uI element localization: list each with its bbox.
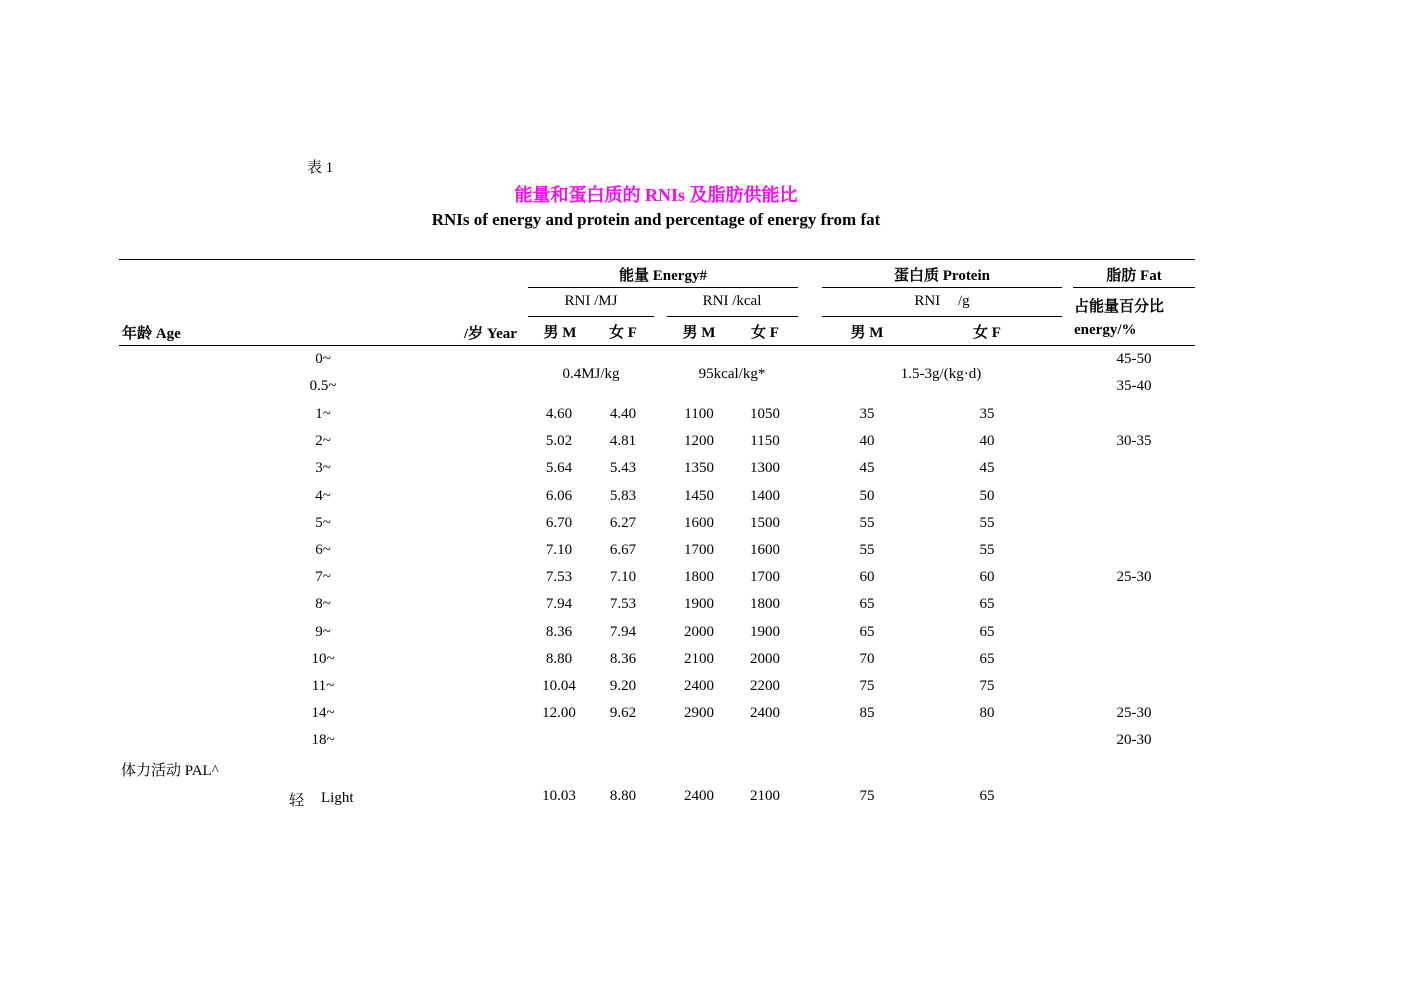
energy-kcal-male-header: 男 M	[682, 325, 716, 341]
energy-mj-female-cell: 9.20	[609, 678, 637, 694]
infant-fat-0: 45-50	[1116, 351, 1152, 367]
energy-kcal-male-cell: 2900	[684, 705, 714, 722]
age-cell: 7~	[315, 569, 331, 586]
energy-kcal-male-cell: 2400	[684, 678, 714, 694]
energy-kcal-female-cell: 1800	[750, 596, 780, 613]
energy-mj-male-cell: 7.10	[545, 542, 573, 558]
energy-mj-female-cell: 6.67	[609, 542, 637, 558]
age-cell: 6~	[315, 542, 331, 558]
age-cell: 3~	[315, 460, 331, 477]
energy-mj-female-cell: 5.83	[609, 487, 637, 504]
age-cell: 10~	[311, 650, 335, 667]
energy-mj-male-cell: 7.53	[545, 569, 573, 586]
energy-mj-male-cell: 10.04	[542, 678, 576, 694]
infant-energy-mj: 0.4MJ/kg	[562, 366, 620, 382]
protein-group-rule	[822, 287, 1062, 288]
rni-g-rule	[822, 316, 1062, 317]
protein-female-cell: 75	[979, 678, 995, 694]
age-cell: 2~	[315, 433, 331, 450]
energy-kcal-female-cell: 1500	[750, 514, 780, 531]
age-cell: 5~	[315, 514, 331, 531]
energy-mj-female-cell: 7.94	[609, 623, 637, 640]
energy-kcal-male-cell: 1600	[684, 514, 714, 531]
age-cell: 9~	[315, 623, 331, 640]
infant-fat-0.5: 35-40	[1116, 378, 1152, 394]
energy-kcal-female-cell: 1300	[750, 460, 780, 477]
energy-kcal-male-cell: 1900	[684, 596, 714, 613]
energy-kcal-female-cell: 2200	[750, 678, 780, 694]
protein-female-cell: 65	[979, 650, 995, 667]
protein-male-cell: 55	[859, 514, 875, 531]
energy-kcal-female-cell: 1700	[750, 569, 780, 586]
energy-kcal-female-cell: 1900	[750, 623, 780, 640]
fat-percent-cell: 30-35	[1116, 433, 1152, 450]
energy-kcal-female-cell: 2000	[750, 650, 780, 667]
rni-mj-header: RNI /MJ	[564, 293, 618, 309]
energy-mj-male-cell: 12.00	[542, 705, 576, 722]
pal-section-label: 体力活动 PAL^	[121, 763, 219, 779]
age-cell: 14~	[311, 705, 335, 722]
energy-mj-female-cell: 7.53	[609, 596, 637, 613]
protein-female-cell: 65	[979, 596, 995, 613]
energy-kcal-male-cell: 1350	[684, 460, 714, 477]
light-energy-mj-male: 10.03	[542, 788, 576, 804]
fat-group-rule	[1073, 287, 1195, 288]
age-cell: 1~	[315, 406, 331, 422]
table-title-chinese: 能量和蛋白质的 RNIs 及脂肪供能比	[514, 185, 798, 205]
infant-energy-kcal: 95kcal/kg*	[698, 366, 766, 382]
protein-female-cell: 35	[979, 406, 995, 422]
energy-kcal-female-cell: 2400	[750, 705, 780, 722]
light-energy-kcal-male: 2400	[684, 788, 714, 804]
protein-male-cell: 50	[859, 487, 875, 504]
protein-group-header: 蛋白质 Protein	[894, 268, 990, 284]
light-protein-female: 65	[979, 788, 995, 804]
protein-female-cell: 55	[979, 514, 995, 531]
fat-percent-cell: 25-30	[1116, 569, 1152, 586]
energy-kcal-male-cell: 2000	[684, 623, 714, 640]
infant-age-0: 0~	[315, 351, 331, 367]
energy-mj-male-cell: 8.80	[545, 650, 573, 667]
rni-kcal-header: RNI /kcal	[702, 293, 762, 309]
age-cell: 8~	[315, 596, 331, 613]
protein-male-cell: 65	[859, 623, 875, 640]
light-label-cn: 轻	[289, 793, 305, 809]
age-column-header: 年龄 Age	[122, 326, 181, 342]
fat-subheader-percent: 占能量百分比	[1074, 299, 1165, 315]
energy-kcal-female-cell: 1150	[750, 433, 780, 450]
protein-male-cell: 85	[859, 705, 875, 722]
energy-mj-male-cell: 4.60	[545, 406, 573, 422]
energy-mj-female-cell: 8.36	[609, 650, 637, 667]
table-number-label: 表 1	[307, 160, 334, 176]
fat-percent-cell: 20-30	[1116, 732, 1152, 749]
protein-male-header: 男 M	[850, 325, 884, 341]
energy-mj-male-cell: 8.36	[545, 623, 573, 640]
protein-female-cell: 45	[979, 460, 995, 477]
infant-age-0.5: 0.5~	[309, 378, 337, 394]
rni-mj-rule	[528, 316, 654, 317]
energy-kcal-male-cell: 1800	[684, 569, 714, 586]
energy-kcal-female-cell: 1050	[750, 406, 780, 422]
protein-male-cell: 65	[859, 596, 875, 613]
light-label-en: Light	[321, 790, 354, 806]
energy-mj-male-header: 男 M	[543, 325, 577, 341]
age-cell: 11~	[311, 678, 335, 694]
energy-mj-female-cell: 6.27	[609, 514, 637, 531]
protein-female-cell: 40	[979, 433, 995, 450]
protein-male-cell: 70	[859, 650, 875, 667]
energy-kcal-male-cell: 1200	[684, 433, 714, 450]
protein-female-cell: 80	[979, 705, 995, 722]
table-title-english: RNIs of energy and protein and percentage of energy from fat	[431, 210, 881, 229]
energy-mj-male-cell: 6.70	[545, 514, 573, 531]
protein-female-cell: 55	[979, 542, 995, 558]
fat-subheader-energy: energy/%	[1074, 322, 1137, 338]
fat-group-header: 脂肪 Fat	[1106, 268, 1162, 284]
protein-male-cell: 75	[859, 678, 875, 694]
protein-female-cell: 50	[979, 487, 995, 504]
energy-group-header: 能量 Energy#	[619, 268, 707, 284]
age-cell: 18~	[311, 732, 335, 749]
header-bottom-rule	[119, 345, 1195, 346]
table-top-rule	[119, 259, 1195, 260]
light-protein-male: 75	[859, 788, 875, 804]
protein-male-cell: 35	[859, 406, 875, 422]
age-cell: 4~	[315, 487, 331, 504]
energy-kcal-female-header: 女 F	[751, 325, 779, 341]
energy-mj-male-cell: 6.06	[545, 487, 573, 504]
energy-kcal-male-cell: 1450	[684, 487, 714, 504]
protein-male-cell: 40	[859, 433, 875, 450]
energy-kcal-male-cell: 1700	[684, 542, 714, 558]
fat-percent-cell: 25-30	[1116, 705, 1152, 722]
protein-male-cell: 45	[859, 460, 875, 477]
energy-kcal-female-cell: 1600	[750, 542, 780, 558]
energy-kcal-male-cell: 2100	[684, 650, 714, 667]
protein-female-header: 女 F	[973, 325, 1001, 341]
energy-kcal-male-cell: 1100	[684, 406, 714, 422]
energy-group-rule	[528, 287, 798, 288]
energy-mj-male-cell: 5.02	[545, 433, 573, 450]
protein-male-cell: 60	[859, 569, 875, 586]
energy-mj-female-cell: 4.40	[609, 406, 637, 422]
infant-protein: 1.5-3g/(kg·d)	[900, 366, 982, 382]
energy-mj-male-cell: 7.94	[545, 596, 573, 613]
protein-female-cell: 60	[979, 569, 995, 586]
rni-g-header: RNI /g	[914, 293, 970, 309]
rni-kcal-rule	[667, 316, 798, 317]
energy-mj-female-cell: 9.62	[609, 705, 637, 722]
energy-mj-female-cell: 5.43	[609, 460, 637, 477]
energy-mj-female-cell: 4.81	[609, 433, 637, 450]
energy-mj-male-cell: 5.64	[545, 460, 573, 477]
protein-male-cell: 55	[859, 542, 875, 558]
year-column-header: /岁 Year	[464, 326, 517, 342]
energy-mj-female-cell: 7.10	[609, 569, 637, 586]
energy-mj-female-header: 女 F	[609, 325, 637, 341]
energy-kcal-female-cell: 1400	[750, 487, 780, 504]
light-energy-mj-female: 8.80	[609, 788, 637, 804]
protein-female-cell: 65	[979, 623, 995, 640]
light-energy-kcal-female: 2100	[750, 788, 780, 804]
